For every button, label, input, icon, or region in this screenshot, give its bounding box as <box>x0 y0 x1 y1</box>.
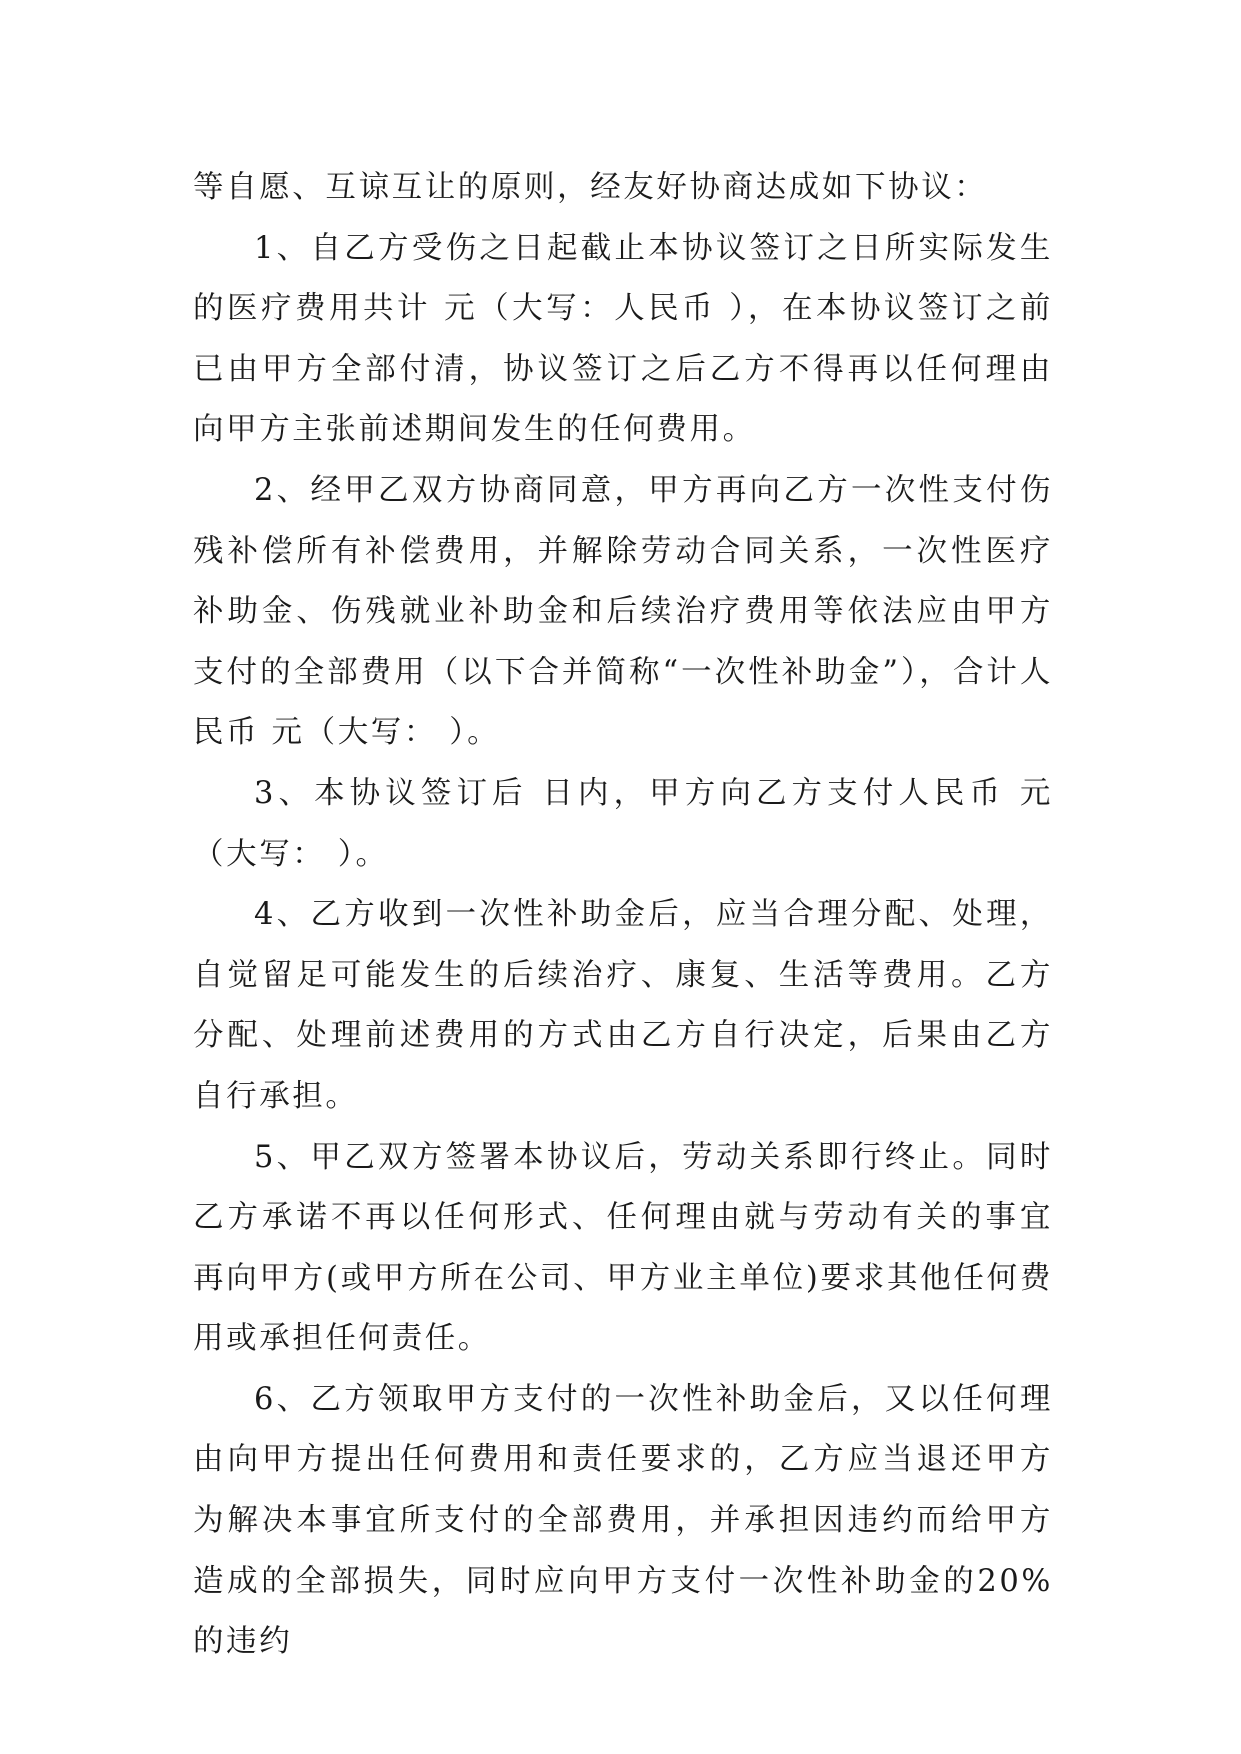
clause-4-allocation: 4、乙方收到一次性补助金后，应当合理分配、处理，自觉留足可能发生的后续治疗、康复、生活等费用。乙方分配、处理前述费用的方式由乙方自行决定，后果由乙方自行承担。 <box>193 897 1053 1114</box>
agreement-body <box>193 158 1053 1673</box>
paragraph-intro-continuation: 等自愿、互谅互让的原则，经友好协商达成如下协议： <box>193 170 988 205</box>
clause-3-payment-schedule: 3、本协议签订后 日内，甲方向乙方支付人民币 元（大写： ）。 <box>193 775 1053 872</box>
clause-6-breach: 6、乙方领取甲方支付的一次性补助金后，又以任何理由向甲方提出任何费用和责任要求的，乙方应当退还甲方为解决本事宜所支付的全部费用，并承担因违约而给甲方造成的全部损失，同时应向甲方支付一次性补助金的20%的违约 <box>193 1381 1053 1660</box>
clause-2-lump-sum-subsidy: 2、经甲乙双方协商同意，甲方再向乙方一次性支付伤残补偿所有补偿费用，并解除劳动合同关系，一次性医疗补助金、伤残就业补助金和后续治疗费用等依法应由甲方支付的全部费用（以下合并简称“一次性补助金”），合计人民币 元（大写： ）。 <box>193 472 1053 751</box>
clause-5-termination: 5、甲乙双方签署本协议后，劳动关系即行终止。同时乙方承诺不再以任何形式、任何理由就与劳动有关的事宜再向甲方(或甲方所在公司、甲方业主单位)要求其他任何费用或承担任何责任。 <box>193 1139 1053 1357</box>
clause-1-medical-expenses: 1、自乙方受伤之日起截止本协议签订之日所实际发生的医疗费用共计 元（大写：人民币 ），在本协议签订之前已由甲方全部付清，协议签订之后乙方不得再以任何理由向甲方主张前述期间发生的任何费用。 <box>193 230 1053 448</box>
